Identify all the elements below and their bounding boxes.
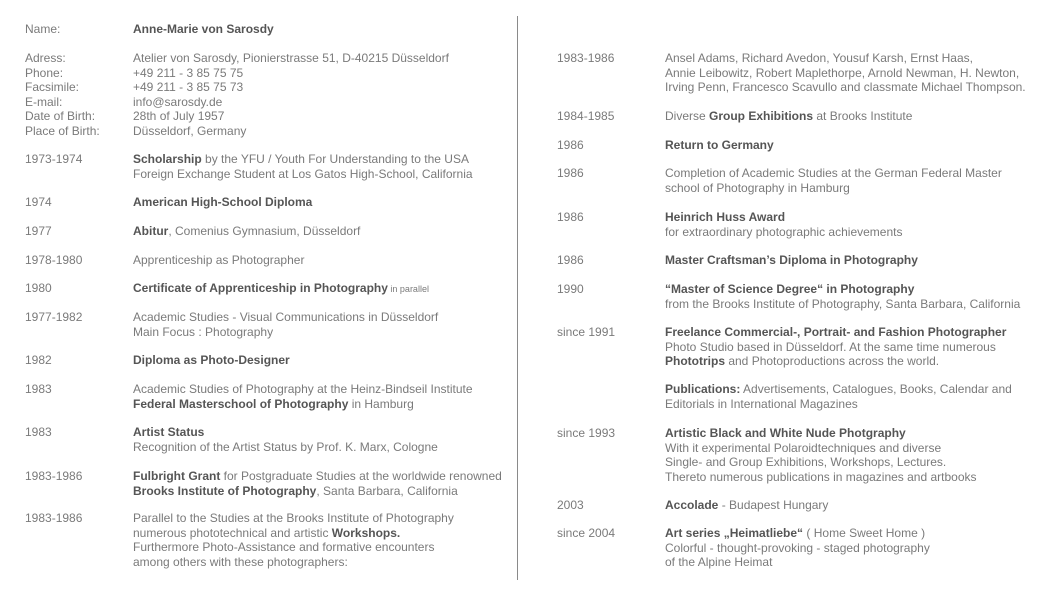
entry-line [665,455,977,470]
bold-text: Master Craftsman’s Diploma in Photography [665,253,918,267]
bold-text: “Master of Science Degree“ in Photography [665,282,915,296]
entry-line [665,297,1020,312]
entry-text [133,310,438,339]
text: numerous phototechnical and artistic [133,525,332,540]
entry-line [133,397,473,412]
entry-line [665,382,1012,397]
entry-label: 1983-1986 [557,51,615,65]
entry-label: 1983 [25,425,52,439]
entry-text [133,353,290,368]
text: Colorful - thought-provoking - staged photography [665,540,930,555]
entry-line [665,109,912,124]
text: Main Focus : Photography [133,324,274,339]
entry-text [665,253,918,268]
text: Editorials in International Magazines [665,396,858,411]
text: in Hamburg [348,396,414,411]
text: and Photoproductions across the world. [725,354,940,368]
bold-text: Heinrich Huss Award [665,210,786,224]
bold-text: Return to Germany [665,138,774,152]
entry-text [133,152,473,181]
text: Completion of Academic Studies at the German Federal Master [665,166,1002,180]
text: at Brooks Institute [813,109,913,123]
entry-line [133,253,304,268]
text: Düsseldorf, Germany [133,123,247,138]
text: Parallel to the Studies at the Brooks Institute of Photography [133,511,454,525]
entry-line [665,498,828,513]
entry-label: 1983-1986 [25,469,83,483]
entry-line [133,124,246,139]
entry-label: 1986 [557,210,584,224]
bold-text: Accolade [665,498,719,512]
entry-line [133,281,429,296]
bold-text: Scholarship [133,152,202,166]
entry-text [665,282,1020,311]
bold-text: Anne-Marie von Sarosdy [133,22,274,36]
entry-label: 1978-1980 [25,253,83,267]
entry-line [133,382,473,397]
bold-text: Publications: [665,382,741,396]
text: Ansel Adams, Richard Avedon, Yousuf Karsh, Ernst Haas, [665,51,973,65]
bold-text: Certificate of Apprenticeship in Photography [133,281,388,295]
entry-line [665,325,1006,340]
entry-text [665,526,930,570]
entry-label: 1973-1974 [25,152,83,166]
entry-label: 1983 [25,382,52,396]
text: , Comenius Gymnasium, Düsseldorf [168,224,361,238]
entry-text [665,210,902,239]
text: among others with these photographers: [133,554,348,569]
entry-line [133,526,454,541]
entry-line [133,425,438,440]
entry-text [665,166,1002,195]
entry-label: 1982 [25,353,52,367]
entry-line [133,109,224,124]
bold-text: Freelance Commercial-, Portrait- and Fashion Photographer [665,325,1007,339]
entry-line [665,253,918,268]
text: Photo Studio based in Düsseldorf. At the same time numerous [665,339,996,354]
entry-line [133,511,454,526]
entry-text [665,51,1026,95]
entry-label: 1984-1985 [557,109,615,123]
entry-line [665,80,1026,95]
text: Apprenticeship as Photographer [133,253,305,267]
bold-text: Workshops. [331,525,401,540]
entry-line [665,282,1020,297]
entry-text [133,195,312,210]
entry-line [665,210,902,225]
entry-label: 1986 [557,253,584,267]
entry-line [665,441,977,456]
entry-line [665,354,1006,369]
bold-text: Artist Status [133,425,205,439]
entry-text [133,109,224,124]
entry-text [133,80,243,95]
entry-label: 1974 [25,195,52,209]
entry-line [133,95,222,110]
entry-text [133,224,360,239]
entry-label: 1980 [25,281,52,295]
entry-text [133,511,454,569]
entry-line [133,66,243,81]
entry-label: Date of Birth: [25,109,96,123]
text: by the YFU / Youth For Understanding to the USA [201,152,469,166]
text: Irving Penn, Francesco Scavullo and classmate Michael Thompson. [665,80,1026,94]
entry-line [665,51,1026,66]
entry-line [665,526,930,541]
text: Advertisements, Catalogues, Books, Calendar and [740,382,1012,396]
text: in parallel [387,284,429,294]
entry-text [665,138,774,153]
text: Recognition of the Artist Status by Prof. K. Marx, Cologne [133,439,438,454]
entry-line [133,167,473,182]
bold-text: Artistic Black and White Nude Photgraphy [665,426,906,440]
text: info@sarosdy.de [133,94,223,109]
entry-text [133,22,274,37]
entry-label: Place of Birth: [25,123,100,138]
bold-text: Brooks Institute of Photography [133,483,317,498]
text: - Budapest Hungary [718,498,829,512]
bold-text: American High-School Diploma [133,195,313,209]
entry-label: 2003 [557,498,584,512]
entry-line [133,310,438,325]
entry-label: Adress: [25,51,66,65]
entry-label: since 1993 [557,426,616,440]
entry-line [133,22,274,37]
bold-text: Group Exhibitions [709,109,814,123]
entry-text [665,498,828,513]
entry-text [133,425,438,454]
text: +49 211 - 3 85 75 73 [133,80,244,94]
entry-line [133,469,502,484]
entry-line [665,181,1002,196]
entry-line [665,66,1026,81]
entry-text [133,469,502,498]
entry-line [665,166,1002,181]
entry-line [133,540,454,555]
entry-label: 1986 [557,166,584,180]
entry-label: 1990 [557,282,584,296]
bold-text: Fulbright Grant [133,469,221,483]
text: +49 211 - 3 85 75 75 [133,65,244,80]
entry-line [133,555,454,570]
text: Single- and Group Exhibitions, Workshops, Lectures. [665,455,947,469]
entry-line [665,340,1006,355]
entry-text [133,95,222,110]
entry-label: 1986 [557,138,584,152]
text: Furthermore Photo-Assistance and formative encounters [133,540,435,554]
text: for extraordinary photographic achievements [665,224,903,239]
bold-text: Diploma as Photo-Designer [133,353,290,367]
entry-line [133,80,243,95]
text: Academic Studies of Photography at the Heinz-Bindseil Institute [133,382,473,396]
entry-line [665,138,774,153]
text: With it experimental Polaroidtechniques and diverse [665,440,942,455]
entry-label: 1983-1986 [25,511,83,525]
entry-label: 1977-1982 [25,310,83,324]
text: Atelier von Sarosdy, Pionierstrasse 51, D-40215 Düsseldorf [133,51,449,65]
entry-line [665,426,977,441]
entry-text [133,66,243,81]
entry-label: since 1991 [557,325,616,339]
entry-label: 1977 [25,224,52,238]
entry-text [133,253,304,268]
text: Thereto numerous publications in magazines and artbooks [665,469,977,484]
entry-line [133,353,290,368]
entry-line [133,51,449,66]
entry-text [665,325,1006,369]
entry-text [665,382,1012,411]
entry-line [665,397,1012,412]
entry-text [133,124,246,139]
entry-line [133,484,502,499]
entry-line [665,555,930,570]
text: Academic Studies - Visual Communications in Düsseldorf [133,310,439,324]
entry-line [133,152,473,167]
text: Annie Leibowitz, Robert Maplethorpe, Arnold Newman, H. Newton, [665,65,1020,80]
entry-label: since 2004 [557,526,616,540]
entry-text [133,51,449,66]
column-divider [517,16,518,580]
bold-text: Federal Masterschool of Photography [133,396,349,411]
entry-label: Phone: [25,65,64,80]
text: school of Photography in Hamburg [665,180,850,195]
entry-line [133,195,312,210]
bold-text: Art series „Heimatliebe“ [665,526,804,540]
entry-line [133,440,438,455]
entry-label: E-mail: [25,94,63,109]
text: 28th of July 1957 [133,109,225,123]
text: from the Brooks Institute of Photography, Santa Barbara, California [665,296,1021,311]
entry-line [133,224,360,239]
entry-line [665,225,902,240]
text: for Postgraduate Studies at the worldwide renowned [220,469,502,483]
entry-line [665,470,977,485]
entry-label: Facsimile: [25,80,80,94]
entry-text [133,382,473,411]
entry-line [665,541,930,556]
entry-text [665,109,912,124]
bold-text: Phototrips [665,354,725,368]
text: , Santa Barbara, California [316,483,458,498]
bold-text: Abitur [133,224,169,238]
entry-line [133,325,438,340]
text: of the Alpine Heimat [665,555,773,569]
text: ( Home Sweet Home ) [803,526,926,540]
entry-text [665,426,977,484]
entry-label: Name: [25,22,61,36]
entry-text [133,281,429,296]
text: Foreign Exchange Student at Los Gatos High-School, California [133,166,473,181]
text: Diverse [665,109,710,123]
